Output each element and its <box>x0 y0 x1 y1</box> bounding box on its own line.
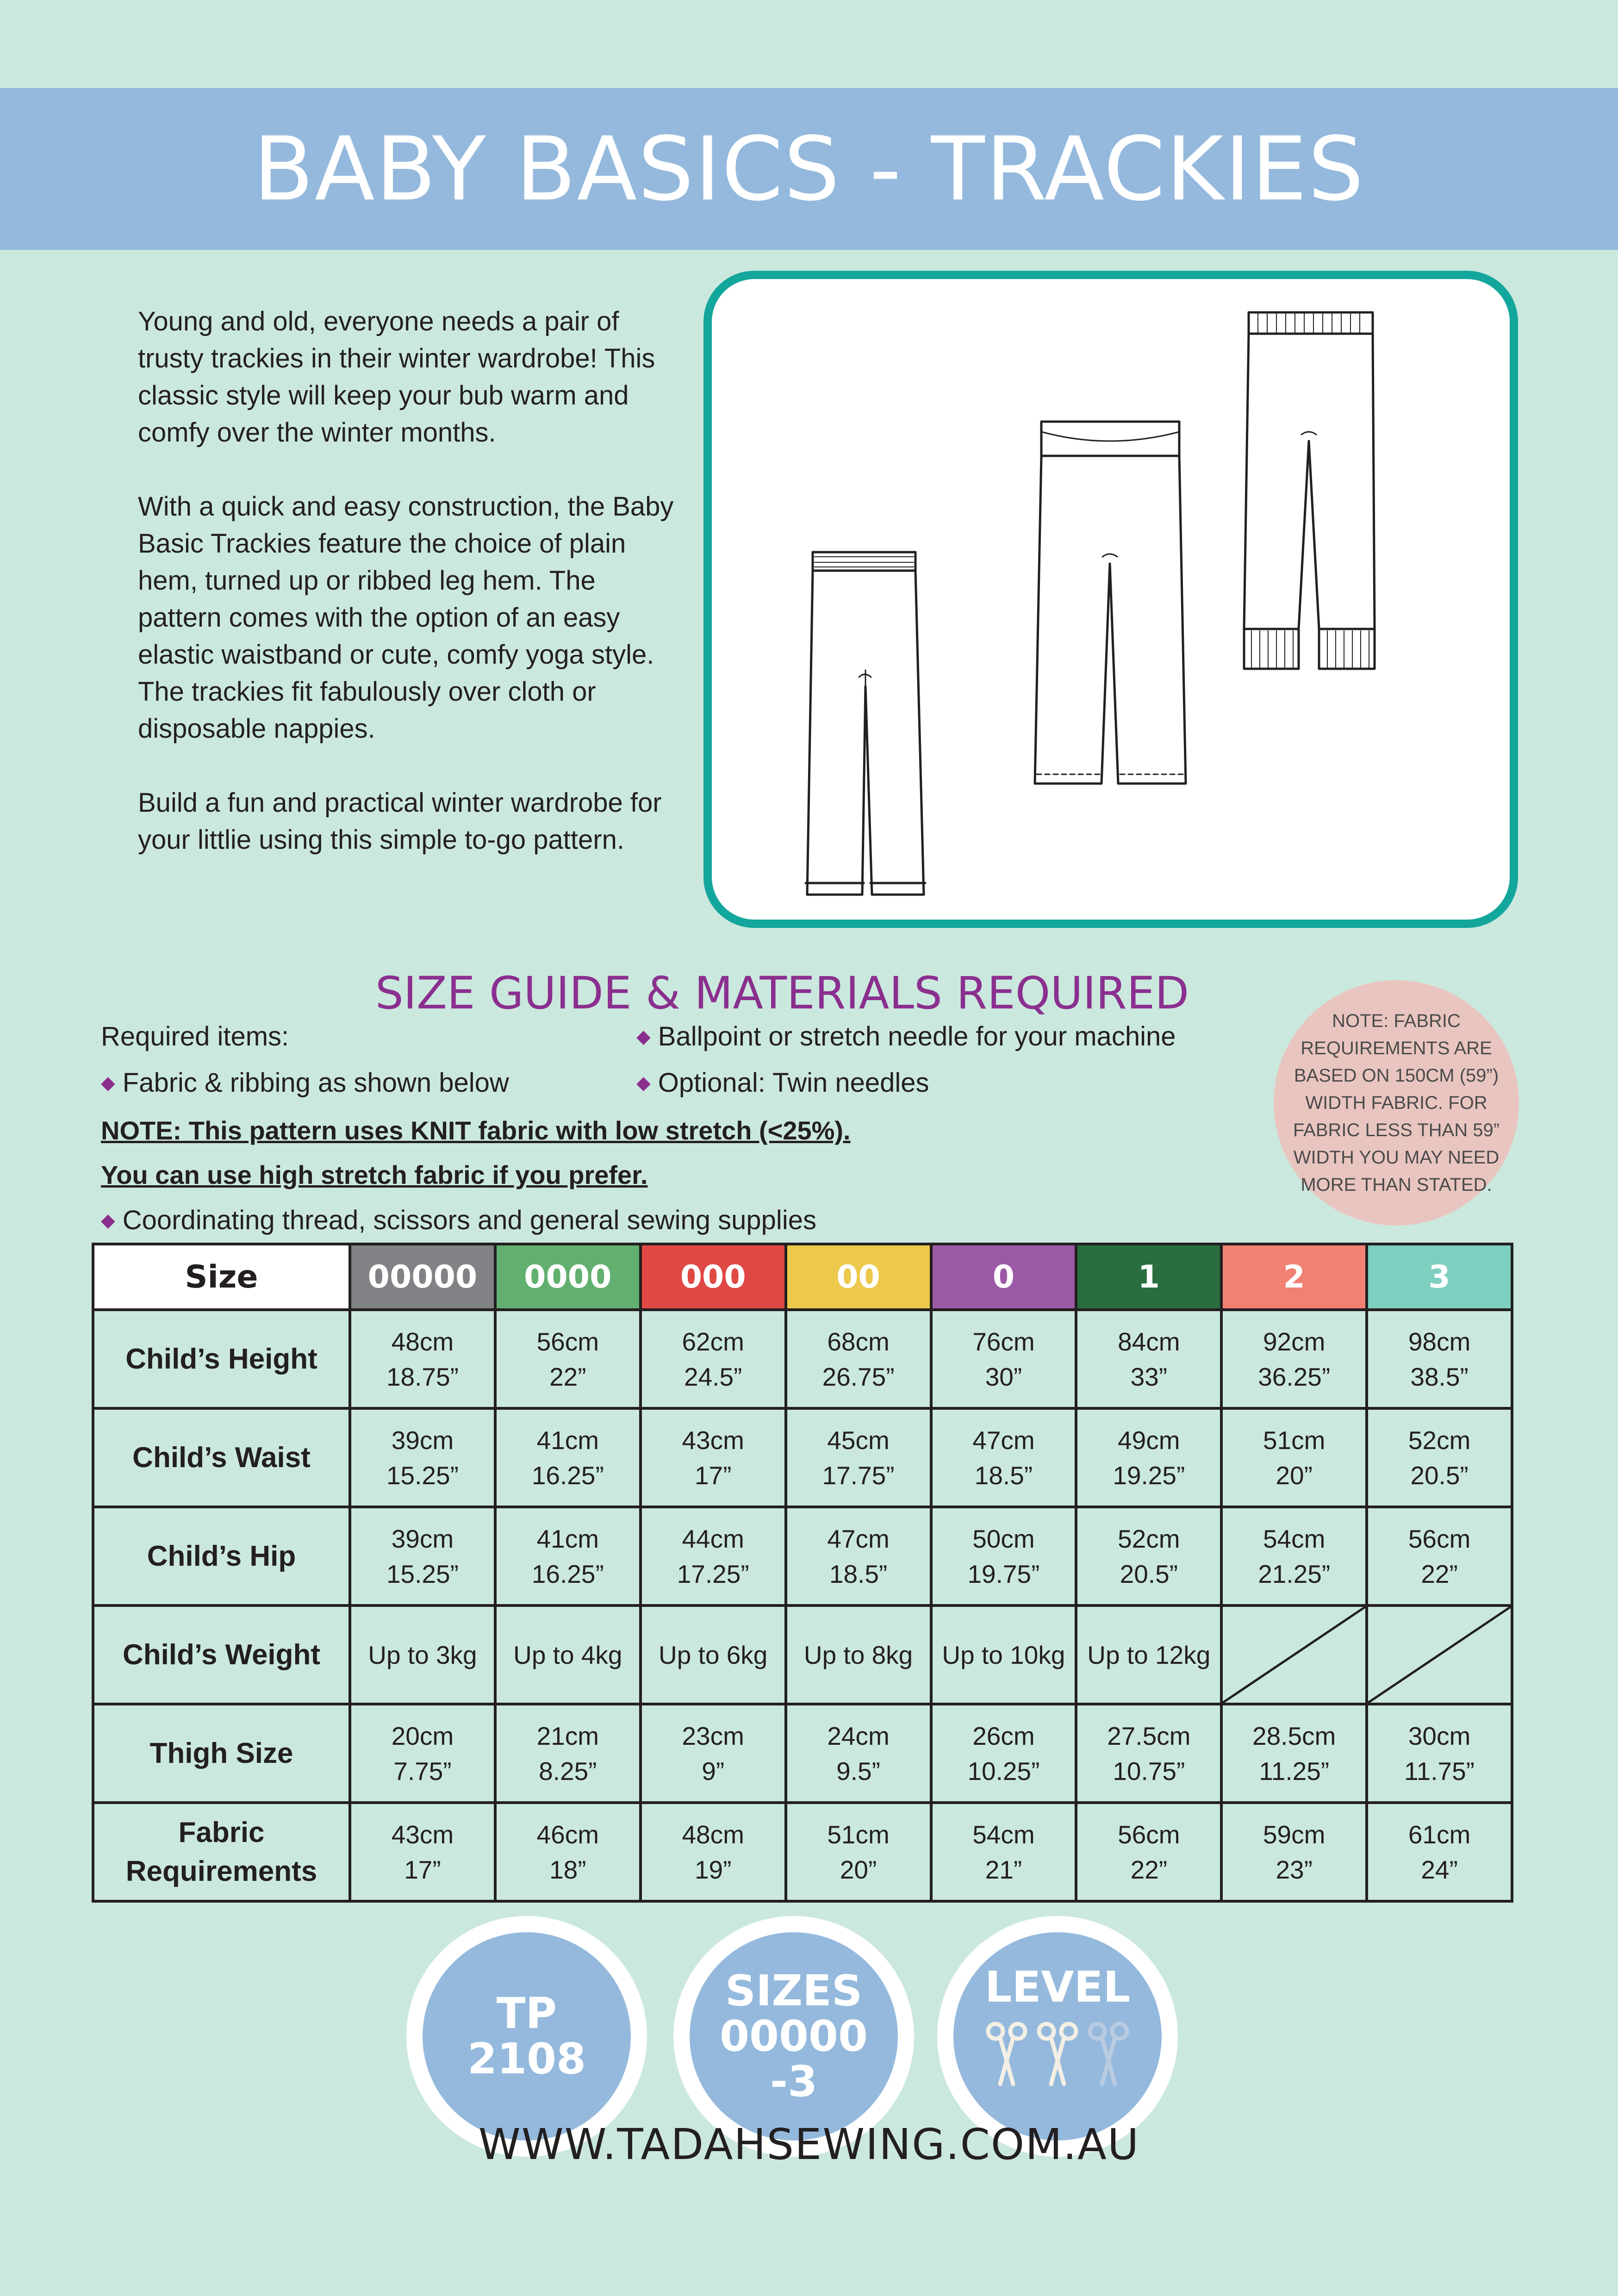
table-cell <box>786 1803 931 1901</box>
table-cell <box>1221 1803 1367 1901</box>
cell-value-primary: 54cm <box>972 1820 1035 1849</box>
cell-value-primary: 56cm <box>1408 1524 1471 1553</box>
intro-paragraph-1: Young and old, everyone needs a pair of trusty trackies in their winter wardrobe! This classic style will keep your bub warm and comfy over the winter months. <box>138 306 655 448</box>
cell-value-primary: 41cm <box>536 1425 599 1455</box>
cell-value-secondary: 7.75” <box>393 1756 452 1786</box>
trackies-line-drawings <box>712 279 1510 920</box>
row-label: Child’s Hip <box>93 1507 350 1605</box>
size-header-00: 00 <box>786 1244 931 1310</box>
cell-value-primary: 39cm <box>391 1425 454 1455</box>
table-cell <box>1367 1507 1512 1605</box>
table-cell <box>931 1310 1077 1408</box>
table-row <box>93 1803 1512 1901</box>
cell-value-primary: 23cm <box>682 1721 744 1750</box>
table-cell <box>1221 1408 1367 1507</box>
cell-value-primary: 27.5cm <box>1107 1721 1191 1750</box>
section-title: SIZE GUIDE & MATERIALS REQUIRED <box>375 967 1189 1019</box>
size-header-0: 0 <box>931 1244 1077 1310</box>
size-table-body <box>93 1310 1512 1901</box>
table-cell <box>931 1408 1077 1507</box>
cell-value-primary: 44cm <box>682 1524 744 1553</box>
cell-value-primary: 62cm <box>682 1327 744 1356</box>
cell-value-primary: 49cm <box>1118 1425 1180 1455</box>
row-label: Child’s Height <box>93 1310 350 1408</box>
required-items-heading: Required items: <box>101 1021 289 1052</box>
sizes-badge: SIZES 00000 -3 <box>673 1916 914 2157</box>
cell-value-primary: 24cm <box>827 1721 890 1750</box>
row-label: Child’s Weight <box>93 1605 350 1704</box>
cell-value-primary: 61cm <box>1408 1820 1471 1849</box>
cell-value-secondary: 8.25” <box>539 1756 597 1786</box>
table-cell <box>1221 1704 1367 1803</box>
table-cell <box>1367 1803 1512 1901</box>
table-row <box>93 1605 1512 1704</box>
cell-value-secondary: 26.75” <box>822 1362 895 1391</box>
table-cell <box>1076 1507 1221 1605</box>
table-cell <box>350 1507 495 1605</box>
cell-value-secondary: 21” <box>985 1855 1022 1884</box>
cell-value-primary: 52cm <box>1118 1524 1180 1553</box>
size-header-00000: 00000 <box>350 1244 495 1310</box>
not-applicable-cell <box>1367 1605 1512 1704</box>
table-cell <box>495 1704 641 1803</box>
table-cell <box>1076 1704 1221 1803</box>
table-cell <box>350 1605 495 1704</box>
cell-value-secondary: 20.5” <box>1410 1461 1469 1490</box>
cell-value-secondary: 20.5” <box>1120 1559 1178 1588</box>
cell-value-secondary: 11.75” <box>1404 1756 1475 1786</box>
table-cell <box>641 1507 786 1605</box>
table-cell <box>641 1803 786 1901</box>
intro-paragraph-2: With a quick and easy construction, the Baby Basic Trackies feature the choice of plain hem, turned up or ribbed leg hem. The pattern comes with the option of an easy elastic waistband or cute, comfy yoga style. The trackies fit fabulously over cloth or disposable nappies. <box>138 492 674 744</box>
table-cell <box>931 1803 1077 1901</box>
diamond-bullet-icon: ◆ <box>101 1073 115 1093</box>
cell-value-primary: Up to 4kg <box>513 1640 622 1669</box>
cell-value-secondary: 17.25” <box>677 1559 749 1588</box>
table-cell <box>350 1310 495 1408</box>
scissors-icon <box>1035 2019 1080 2097</box>
cell-value-primary: 47cm <box>827 1524 890 1553</box>
material-item-supplies: ◆ Coordinating thread, scissors and general sewing supplies <box>101 1205 816 1235</box>
cell-value-primary: Up to 12kg <box>1087 1640 1211 1669</box>
table-cell <box>641 1704 786 1803</box>
table-cell <box>1221 1310 1367 1408</box>
table-cell <box>1076 1310 1221 1408</box>
level-badge: LEVEL <box>937 1916 1178 2157</box>
table-cell <box>350 1803 495 1901</box>
row-label: Fabric Requirements <box>93 1803 350 1901</box>
cell-value-secondary: 18.75” <box>386 1362 459 1391</box>
cell-value-secondary: 16.25” <box>531 1559 604 1588</box>
not-applicable-cell <box>1221 1605 1367 1704</box>
table-cell <box>495 1310 641 1408</box>
cell-value-secondary: 9.5” <box>836 1756 880 1786</box>
website-url: WWW.TADAHSEWING.COM.AU <box>478 2120 1140 2169</box>
row-label: Thigh Size <box>93 1704 350 1803</box>
cell-value-primary: 28.5cm <box>1252 1721 1336 1750</box>
size-guide-table <box>92 1243 1513 1903</box>
cell-value-primary: 50cm <box>972 1524 1035 1553</box>
cell-value-primary: 54cm <box>1263 1524 1326 1553</box>
cell-value-secondary: 23” <box>1276 1855 1313 1884</box>
cell-value-primary: 43cm <box>682 1425 744 1455</box>
cell-value-primary: 56cm <box>536 1327 599 1356</box>
cell-value-primary: 41cm <box>536 1524 599 1553</box>
cell-value-primary: 51cm <box>827 1820 890 1849</box>
table-cell <box>350 1704 495 1803</box>
high-stretch-note: You can use high stretch fabric if you prefer. <box>101 1160 648 1189</box>
cell-value-primary: 20cm <box>391 1721 454 1750</box>
size-header-1: 1 <box>1076 1244 1221 1310</box>
cell-value-secondary: 20” <box>1276 1461 1313 1490</box>
cell-value-primary: 43cm <box>391 1820 454 1849</box>
page-title: BABY BASICS - TRACKIES <box>253 118 1365 220</box>
table-cell <box>495 1605 641 1704</box>
intro-text <box>138 303 684 896</box>
table-cell <box>1076 1803 1221 1901</box>
title-banner <box>0 88 1618 250</box>
cell-value-primary: 30cm <box>1408 1721 1471 1750</box>
table-cell <box>786 1408 931 1507</box>
cell-value-primary: 48cm <box>391 1327 454 1356</box>
size-header-0000: 0000 <box>495 1244 641 1310</box>
cell-value-secondary: 22” <box>1130 1855 1168 1884</box>
scissors-icon <box>1086 2019 1131 2097</box>
cell-value-primary: 46cm <box>536 1820 599 1849</box>
cell-value-primary: 52cm <box>1408 1425 1471 1455</box>
table-cell <box>931 1605 1077 1704</box>
table-cell <box>931 1507 1077 1605</box>
cell-value-secondary: 19” <box>694 1855 732 1884</box>
cell-value-secondary: 22” <box>1421 1559 1458 1588</box>
cell-value-secondary: 20” <box>840 1855 877 1884</box>
diamond-bullet-icon: ◆ <box>636 1073 651 1093</box>
size-header-row <box>93 1244 1512 1310</box>
table-cell <box>786 1310 931 1408</box>
cell-value-primary: 47cm <box>972 1425 1035 1455</box>
cell-value-secondary: 15.25” <box>386 1559 459 1588</box>
cell-value-primary: 59cm <box>1263 1820 1326 1849</box>
table-row <box>93 1507 1512 1605</box>
cell-value-primary: 92cm <box>1263 1327 1326 1356</box>
size-column-header: Size <box>93 1244 350 1310</box>
pants-yoga-waist-drawing <box>1035 422 1186 784</box>
material-item-fabric: ◆ Fabric & ribbing as shown below <box>101 1068 509 1098</box>
material-item-needle: ◆ Ballpoint or stretch needle for your machine <box>636 1021 1176 1052</box>
table-cell <box>1221 1507 1367 1605</box>
table-cell <box>1367 1704 1512 1803</box>
trackies-illustration-panel <box>703 271 1518 928</box>
cell-value-primary: 84cm <box>1118 1327 1180 1356</box>
table-row <box>93 1704 1512 1803</box>
table-cell <box>495 1507 641 1605</box>
scissors-icon <box>984 2019 1029 2097</box>
diamond-bullet-icon: ◆ <box>101 1210 115 1231</box>
row-label: Child’s Waist <box>93 1408 350 1507</box>
cell-value-primary: Up to 10kg <box>942 1640 1065 1669</box>
fabric-width-note: NOTE: FABRIC REQUIREMENTS ARE BASED ON 150CM (59”) WIDTH FABRIC. FOR FABRIC LESS THAN 59” WIDTH YOU MAY NEED MORE THAN STATED. <box>1274 980 1519 1226</box>
table-cell <box>641 1310 786 1408</box>
knit-fabric-note: NOTE: This pattern uses KNIT fabric with low stretch (<25%). <box>101 1116 851 1145</box>
table-cell <box>931 1704 1077 1803</box>
cell-value-secondary: 24” <box>1421 1855 1458 1884</box>
cell-value-secondary: 16.25” <box>531 1461 604 1490</box>
cell-value-primary: 21cm <box>536 1721 599 1750</box>
cell-value-secondary: 19.25” <box>1113 1461 1185 1490</box>
table-cell <box>786 1507 931 1605</box>
pants-ribbed-hem-drawing <box>1244 312 1375 669</box>
cell-value-secondary: 10.25” <box>967 1756 1040 1786</box>
cell-value-primary: 39cm <box>391 1524 454 1553</box>
difficulty-scissors <box>984 2019 1131 2097</box>
diagonal-line-icon <box>1223 1607 1365 1703</box>
table-cell <box>1367 1408 1512 1507</box>
cell-value-secondary: 17.75” <box>822 1461 895 1490</box>
cell-value-secondary: 18.5” <box>974 1461 1033 1490</box>
cell-value-primary: 56cm <box>1118 1820 1180 1849</box>
cell-value-secondary: 18” <box>549 1855 586 1884</box>
table-cell <box>786 1704 931 1803</box>
cell-value-primary: Up to 8kg <box>803 1640 913 1669</box>
pattern-number-badge: TP 2108 <box>406 1916 647 2157</box>
table-cell <box>495 1803 641 1901</box>
cell-value-primary: 48cm <box>682 1820 744 1849</box>
diamond-bullet-icon: ◆ <box>636 1027 651 1047</box>
pants-cuffed-hem-drawing <box>806 552 925 895</box>
cell-value-secondary: 18.5” <box>829 1559 888 1588</box>
table-cell <box>495 1408 641 1507</box>
table-cell <box>350 1408 495 1507</box>
cell-value-secondary: 15.25” <box>386 1461 459 1490</box>
cell-value-primary: 26cm <box>972 1721 1035 1750</box>
intro-paragraph-3: Build a fun and practical winter wardrobe for your littlie using this simple to-go pattern. <box>138 788 662 855</box>
cell-value-primary: 51cm <box>1263 1425 1326 1455</box>
cell-value-secondary: 19.75” <box>967 1559 1040 1588</box>
cell-value-secondary: 10.75” <box>1113 1756 1185 1786</box>
cell-value-secondary: 30” <box>985 1362 1022 1391</box>
cell-value-secondary: 11.25” <box>1259 1756 1330 1786</box>
cell-value-secondary: 9” <box>702 1756 725 1786</box>
cell-value-secondary: 24.5” <box>684 1362 742 1391</box>
cell-value-secondary: 36.25” <box>1258 1362 1331 1391</box>
cell-value-secondary: 17” <box>404 1855 441 1884</box>
cell-value-primary: 45cm <box>827 1425 890 1455</box>
cell-value-secondary: 21.25” <box>1258 1559 1331 1588</box>
cell-value-primary: 98cm <box>1408 1327 1471 1356</box>
table-row <box>93 1310 1512 1408</box>
cell-value-primary: Up to 3kg <box>368 1640 477 1669</box>
material-item-twin-needles: ◆ Optional: Twin needles <box>636 1068 929 1098</box>
table-cell <box>641 1408 786 1507</box>
cell-value-secondary: 33” <box>1130 1362 1168 1391</box>
size-header-2: 2 <box>1221 1244 1367 1310</box>
table-cell <box>1076 1408 1221 1507</box>
cell-value-secondary: 22” <box>549 1362 586 1391</box>
cell-value-secondary: 17” <box>694 1461 732 1490</box>
table-cell <box>641 1605 786 1704</box>
cell-value-primary: 76cm <box>972 1327 1035 1356</box>
table-row <box>93 1408 1512 1507</box>
table-cell <box>786 1605 931 1704</box>
cell-value-secondary: 38.5” <box>1410 1362 1469 1391</box>
size-header-3: 3 <box>1367 1244 1512 1310</box>
cell-value-primary: Up to 6kg <box>658 1640 768 1669</box>
size-header-000: 000 <box>641 1244 786 1310</box>
table-cell <box>1076 1605 1221 1704</box>
table-cell <box>1367 1310 1512 1408</box>
cell-value-primary: 68cm <box>827 1327 890 1356</box>
diagonal-line-icon <box>1368 1607 1511 1703</box>
